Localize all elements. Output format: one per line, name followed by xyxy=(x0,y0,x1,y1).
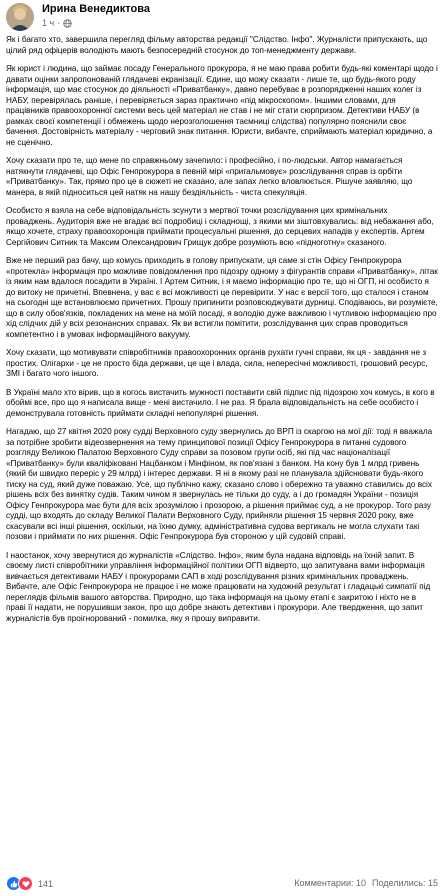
post-paragraph: Особисто я взяла на себе відповідальність зсунути з мертвої точки розслідування цих кримінальних проваджень. Аудиторія вже не вгадає всі подробиці і складнощі, з якими ми зіштовхувались: від небажання або, якщо хочете, страху правоохоронців приймати процесуальні рішення, до серцевих нападів у експертів. Артем Сергійович Ситник та Максим Олександрович Грищук добре розуміють всю «підноготну» сказаного. xyxy=(6,206,434,247)
author-name[interactable]: Ирина Венедиктова xyxy=(42,3,150,15)
comments-count-link[interactable]: Комментарии: 10 xyxy=(294,878,366,888)
meta-separator: · xyxy=(57,18,61,28)
author-avatar[interactable] xyxy=(6,3,34,31)
globe-icon[interactable] xyxy=(63,19,72,28)
post-body xyxy=(6,35,438,632)
post-footer xyxy=(6,875,438,891)
heart-icon xyxy=(18,876,33,891)
shares-count-link[interactable]: Поделились: 15 xyxy=(372,878,438,888)
reaction-count: 141 xyxy=(38,878,54,889)
post-time[interactable]: 1 ч xyxy=(42,18,55,28)
post-paragraph: І наостанок, хочу звернутися до журналістів «Слідство. Інфо», яким була надана відповідь на їхній запит. В своєму листі співробітники управління інформаційної політики ОГП відверто, що запитувана вами інформація вивчається детективами НАБУ і прокурорами САП в ході розслідування різних кримінальних проваджень. Вибачте, але Офіс Генпрокурора не працює і не може працювати на художній результат і гладацькі симпатії під переглядів фільмів вашого авторства. Природно, що така інформація на цьому етапі є закритою і ніхто не в праві її надати, не порушивши закон, про що добре знають детективи і прокурори. Але твердження, що запит журналістів був проігнорований - помилка, яку я прошу виправити. xyxy=(6,550,431,623)
post-paragraph: В Україні мало хто вірив, що в когось вистачить мужності поставити свій підпис під підозрою хоч комусь, в кого в обоймі все, про що я написала вище - мені вистачило. І не раз. Я брала відповідальність на себе особисто і демонструвала готовність приймати складні непопулярні рішення. xyxy=(6,387,435,418)
post-paragraph: Хочу сказати про те, що мене по справжньому зачепило: і професійно, і по-людськи. Автор намагається натякнути глядачеві, що Офіс Генпрокурора в певній мірі «пригальмовує» розслідування справ із орбіти «Приватбанку». Так, прямо про це в сюжеті не сказано, але запах легко вловлюється. Рішуче заявляю, що манера, в якій підноситься цей натяк на нашу бездіяльність - чиста спекуляція. xyxy=(6,156,413,197)
reactions-summary[interactable] xyxy=(6,876,53,891)
post-paragraph: Як юрист і людина, що займає посаду Генерального прокурора, я не маю права робити будь-які коментарі щодо і давати оцінки запропонованій глядачеві екранізації. Єдине, що можу сказати - лише те, що будь-якого роду інформація, що має стосунок до діяльності «Приватбанку», давно перебуває в розпорядженні наших колег із НАБУ, перевірялась раніше, і перевіряється зараз практично «під мікроскопом». Іншими словами, для працівників правоохоронної системи весь цей матеріал не став і не міг стати сюрпризом. Детективи НАБУ (в рамках своєї компетенції і обмежень щодо нерозголошення таємниці слідства) популярно пояснили своє бачення. Достовірність матеріалу - черговий знак питання. Юристи, вибачте, сприймають матеріал юридично, а не сценічно. xyxy=(6,64,438,147)
post-stats xyxy=(294,878,438,888)
avatar-portrait-icon xyxy=(6,3,34,31)
post-paragraph: Хочу сказати, що мотивувати співробітників правоохоронних органів рухати гучні справи, як ця - завдання не з простих. Олігархи - це не просто бідa держави, це ще і влада, сила, непересічні можливості, грошовий ресурс, ЗМІ і багато чого іншого. xyxy=(6,348,428,378)
post-header xyxy=(6,3,441,31)
post-paragraph: Нагадаю, що 27 квітня 2020 року судді Верховного суду звернулись до ВРП із скаргою на мої дії: тоді я вважала за потрібне зробити відеозвернення на тему принципової позиції Офісу Генпрокурора в питанні судового розгляду Великою Палатою Верховного Суду справи за позовом групи осіб, які під час націоналізації «Приватбанку» були кваліфіковані Нацбанком і Мінфіном, як пов'язані з банком. На кону був 1 млрд гривень (який би швидко переріс у 29 млрд) і інтерес держави. Я ні в якому разі не планувала здійснювати будь-якого тиску на суд, який дуже поважаю. Усе, що публічно кажу, сказано слово і обережно та уважно ставились до всіх рішень всіх без винятку судів. Таким чином я звернулась не тільки до суду, а і до громадян України - позиція Офісу Генпрокурора має бути для всіх зрозумілою і прозорою, а рішення приймає суд, а не прокурор. Того разу судді, що входять до складу Великої Палати Верховного Суду, прийняли рішення 15 червня 2020 року, вже скасували всі інші рішення, оскільки, на їхню думку, адміністративна судова вертикаль не могла слухати такі позови і приймати по них рішення. Офіс Генпрокурора був стороною у цій судовій справі. xyxy=(6,427,433,541)
post-paragraph: Вже не перший раз бачу, що комусь приходить в голову припускати, ця саме зі стін Офісу Генпрокурора «протекла» інформація про можливе повідомлення про підозру одному з фігурантів справи «Приватбанку», літак із яким нам вдалося посадити в Україні. І Артем Ситник, і я маємо інформацію про те, що ні ОГП, ні особисто я до витоку не причетні. Впевнена, у вас є всі можливості це перевірити. У нас є версії того, що сталося і станом на сьогодні ще встановлюємо причетних. Прошу припинити розповсюджувати дурниці. Сподіваюсь, ви розумієте, що в силу обов'язків, покладених на мене на моїй посаді, я володію дуже важливою і чутливою інформацією про хід слідчих дій у всіх резонансних справах. Як ви встигли помітити, розслідування цих справ проводиться компетентно і в умовах інформаційного вакууму. xyxy=(6,256,438,339)
post-paragraph: Як і багато хто, завершила перегляд фільму авторства редакції "Слідство. Інфо". Журналісти припускають, що цілий ряд офіцерів володіють мають безпосередній стосунок до топ-менеджменту держави. xyxy=(6,35,428,55)
post-meta xyxy=(42,18,72,28)
